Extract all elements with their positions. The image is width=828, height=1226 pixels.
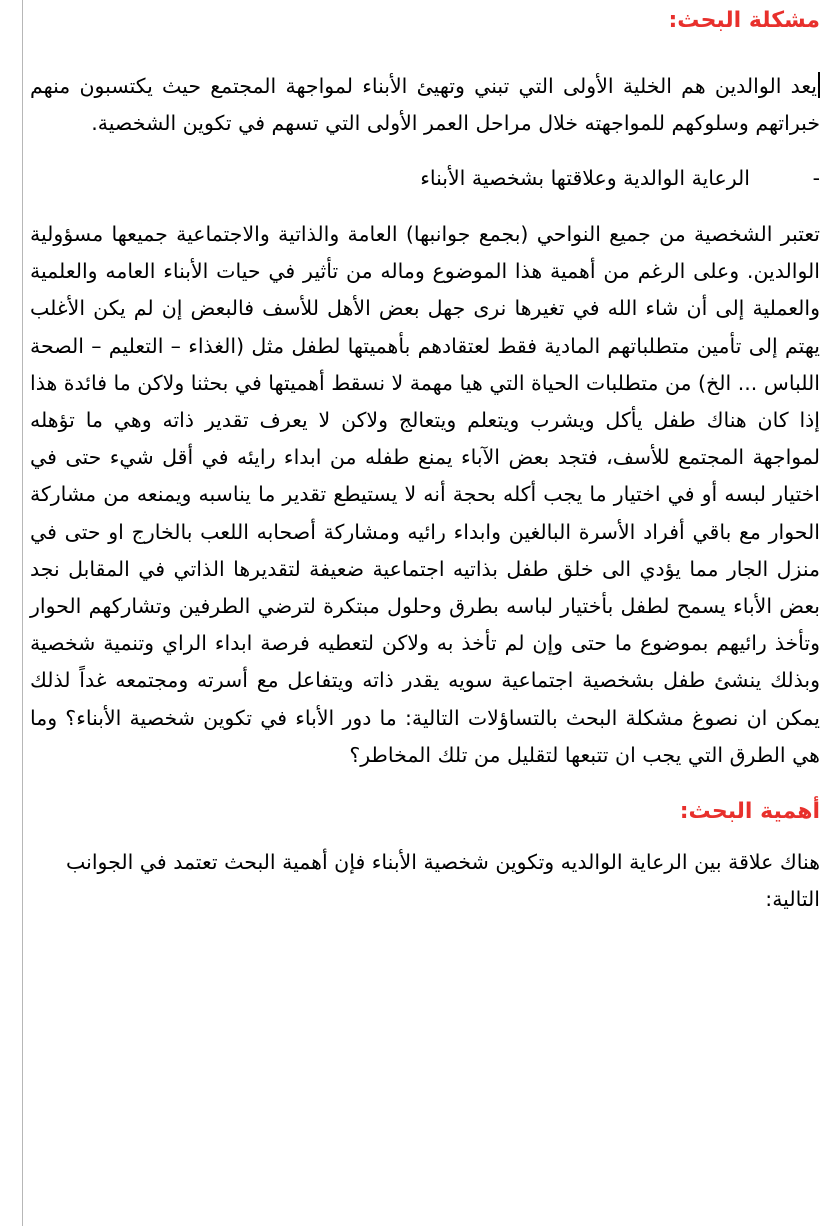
paragraph-intro (30, 68, 820, 142)
text-cursor (818, 72, 820, 98)
bullet-item (30, 160, 820, 197)
paragraph-intro-text: يعد الوالدين هم الخلية الأولى التي تبني وتهيئ الأبناء لمواجهة المجتمع حيث يكتسبون منهم خبراتهم وسلوكهم للمواجهته خلال مراحل العمر الأولى التي تسهم في تكوين الشخصية. (30, 74, 820, 135)
bullet-dash: - (812, 166, 820, 190)
bullet-item-text: الرعاية الوالدية وعلاقتها بشخصية الأبناء (420, 166, 750, 190)
section-heading-research-problem: مشكلة البحث: (668, 8, 820, 33)
paragraph-body: تعتبر الشخصية من جميع النواحي (بجمع جوانبها) العامة والذاتية والاجتماعية جميعها مسؤولية الوالدين. وعلى الرغم من أهمية هذا الموضوع وماله من تأثير في حيات الأبناء العامه والعلمية والعملية إلى أن شاء الله في تغيرها نرى جهل بعض الأهل للأسف فالبعض إن لم يكن الأغلب يهتم إلى تأمين متطلباتهم المادية فقط لعتقادهم بأهميتها لطفل مثل (الغذاء – التعليم – الصحة اللباس ... الخ) من متطلبات الحياة التي هيا مهمة لا نسقط أهميتها في بحثنا ولاكن ما فائدة هذا إذا كان هناك طفل يأكل ويشرب ويتعلم ويتعالج ولاكن لا يعرف تقدير ذاته وهي ما تؤهله لمواجهة المجتمع للأسف، فتجد بعض الآباء يمنع طفله من ابداء رايئه في أقل شيء حتى في اختيار لبسه أو في اختيار ما يجب أكله بحجة أنه لا يستيطع تقدير ما يناسبه ويمنعه من مشاركة الحوار مع باقي أفراد الأسرة البالغين وابداء رائيه ومشاركة أصحابه اللعب بالخارج او حتى في منزل الجار مما يؤدي الى خلق طفل بذاتيه اجتماعية ضعيفة لتقديرها الذاتي في المقابل نجد بعض الأباء يسمح لطفل بأختيار لباسه بطرق وحلول مبتكرة لترضي الطرفين وتشاركهم الحوار وتأخذ رائيهم بموضوع ما حتى وإن لم تأخذ به ولاكن لتعطيه فرصة ابداء الراي وتنمية شخصية وبذلك ينشئ طفل بشخصية اجتماعية سويه يقدر ذاته ويتفاعل مع أسرته ومجتمعه غداً لذلك يمكن ان نصوغ مشكلة البحث بالتساؤلات التالية: ما دور الأباء في تكوين شخصية الأبناء؟ وما هي الطرق التي يجب ان تتبعها لتقليل من تلك المخاطر؟ (30, 222, 820, 767)
page-margin-rule (22, 0, 23, 1226)
document-body[interactable] (30, 0, 820, 918)
section-heading-research-importance: أهمية البحث: (679, 799, 820, 825)
paragraph-importance: هناك علاقة بين الرعاية الوالديه وتكوين شخصية الأبناء فإن أهمية البحث تعتمد في الجوانب التالية: (65, 850, 820, 912)
